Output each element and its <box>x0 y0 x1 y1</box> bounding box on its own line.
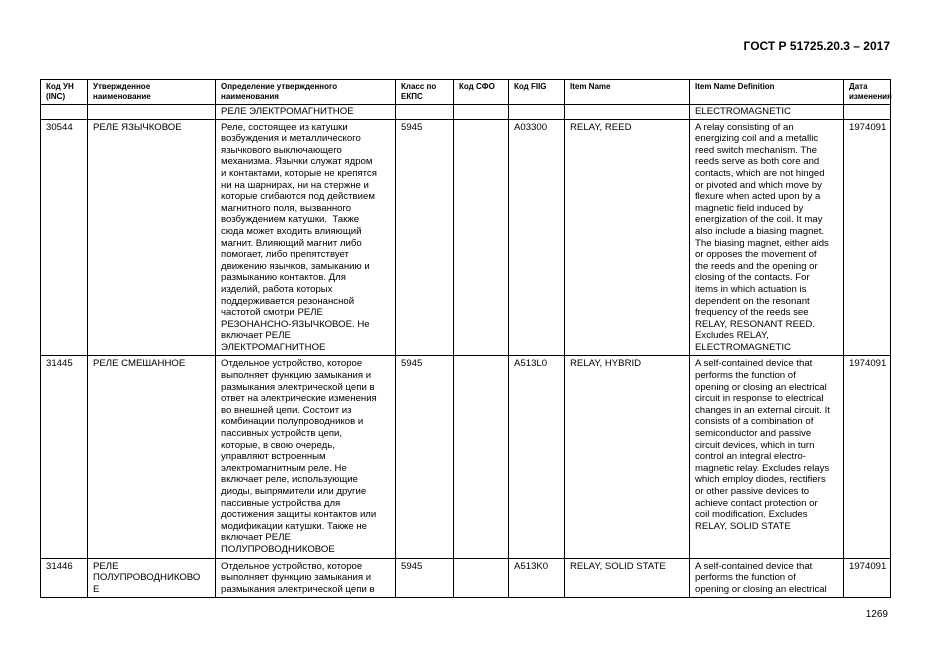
cell-class: 5945 <box>396 558 454 598</box>
column-header-change-date: Дата изменения <box>844 80 891 105</box>
column-header-definition-ru: Определение утвержденного наименования <box>216 80 396 105</box>
column-header-item-name-definition: Item Name Definition <box>690 80 844 105</box>
cell-change-date: 1974091 <box>844 119 891 356</box>
cell-definition-en: A relay consisting of an energizing coil and a metallic reed switch mechanism. The reeds serve as both core and contacts, which are not hinged or pivoted and which move by flexure when acted upon by a magnetic field induced by energization of the coil. It may also include a biasing magnet. The biasing magnet, either aids or opposes the movement of the reeds and the opening or closing of the contacts. For items in which actuation is dependent on the resonant frequency of the reeds see RELAY, RESONANT REED. Excludes RELAY, ELECTROMAGNETIC <box>690 119 844 356</box>
cell-class: 5945 <box>396 356 454 558</box>
cell-sfo <box>454 558 509 598</box>
cell-definition-ru: Реле, состоящее из катушки возбуждения и металлического язычкового выключающего механизма. Язычки служат ядром и контактами, которые не крепятся ни на шарнирах, ни на стержне и которые сгибаются под действием магнитного поля, вызванного возбуждением катушки. Также сюда может входить влияющий магнит. Влияющий магнит либо помогает, либо препятствует движению язычков, замыканию и размыканию контактов. Для изделий, работа которых поддерживается резонансной частотой смотри РЕЛЕ РЕЗОНАНСНО-ЯЗЫЧКОВОЕ. Не включает РЕЛЕ ЭЛЕКТРОМАГНИТНОЕ <box>216 119 396 356</box>
cell-approved-name: РЕЛЕ ЯЗЫЧКОВОЕ <box>88 119 216 356</box>
cell-class: 5945 <box>396 119 454 356</box>
cell-definition-ru: РЕЛЕ ЭЛЕКТРОМАГНИТНОЕ <box>216 105 396 120</box>
classification-table <box>40 79 891 598</box>
cell-definition-ru: Отдельное устройство, которое выполняет функцию замыкания и размыкания электрической цепи в <box>216 558 396 598</box>
table-row <box>41 558 891 598</box>
cell-approved-name: РЕЛЕ ПОЛУПРОВОДНИКОВО Е <box>88 558 216 598</box>
cell-approved-name: РЕЛЕ СМЕШАННОЕ <box>88 356 216 558</box>
page-number: 1269 <box>865 609 888 620</box>
table-row-continuation <box>41 105 891 120</box>
cell-sfo <box>454 119 509 356</box>
document-designation: ГОСТ Р 51725.20.3 – 2017 <box>743 39 890 53</box>
cell-change-date: 1974091 <box>844 356 891 558</box>
cell-definition-ru: Отдельное устройство, которое выполняет функцию замыкания и размыкания электрической цепи в ответ на электрические изменения во внешней цепи. Состоит из комбинации полупроводников и пассивных устройств цепи, которые, в свою очередь, управляют встроенным электромагнитным реле. Не включает реле, использующие диоды, выпрямители или другие пассивные устройства для достижения защиты контактов или модификации катушки. Также не включает РЕЛЕ ПОЛУПРОВОДНИКОВОЕ <box>216 356 396 558</box>
column-header-item-name: Item Name <box>565 80 690 105</box>
cell-item-name: RELAY, REED <box>565 119 690 356</box>
cell-inc: 31445 <box>41 356 88 558</box>
cell-sfo <box>454 356 509 558</box>
cell-item-name: RELAY, SOLID STATE <box>565 558 690 598</box>
table-row <box>41 119 891 356</box>
cell-item-name: RELAY, HYBRID <box>565 356 690 558</box>
column-header-sfo: Код СФО <box>454 80 509 105</box>
column-header-approved-name: Утвержденное наименование <box>88 80 216 105</box>
cell-fiig: A513K0 <box>509 558 565 598</box>
table-row <box>41 356 891 558</box>
cell-change-date: 1974091 <box>844 558 891 598</box>
column-header-class: Класс по ЕКПС <box>396 80 454 105</box>
column-header-inc: Код УН (INC) <box>41 80 88 105</box>
cell-inc: 30544 <box>41 119 88 356</box>
column-header-fiig: Код FIIG <box>509 80 565 105</box>
cell-definition-en: ELECTROMAGNETIC <box>690 105 844 120</box>
cell-definition-en: A self-contained device that performs the function of opening or closing an electrical circuit in response to electrical changes in an external circuit. It consists of a combination of semiconductor and passive circuit devices, which in turn control an integral electro- magnetic relay. Excludes relays which employ diodes, rectifiers or other passive devices to achieve contact protection or coil modification. Excludes RELAY, SOLID STATE <box>690 356 844 558</box>
cell-inc: 31446 <box>41 558 88 598</box>
cell-definition-en: A self-contained device that performs the function of opening or closing an electrical <box>690 558 844 598</box>
cell-fiig: A513L0 <box>509 356 565 558</box>
table-header-row <box>41 80 891 105</box>
cell-fiig: A03300 <box>509 119 565 356</box>
